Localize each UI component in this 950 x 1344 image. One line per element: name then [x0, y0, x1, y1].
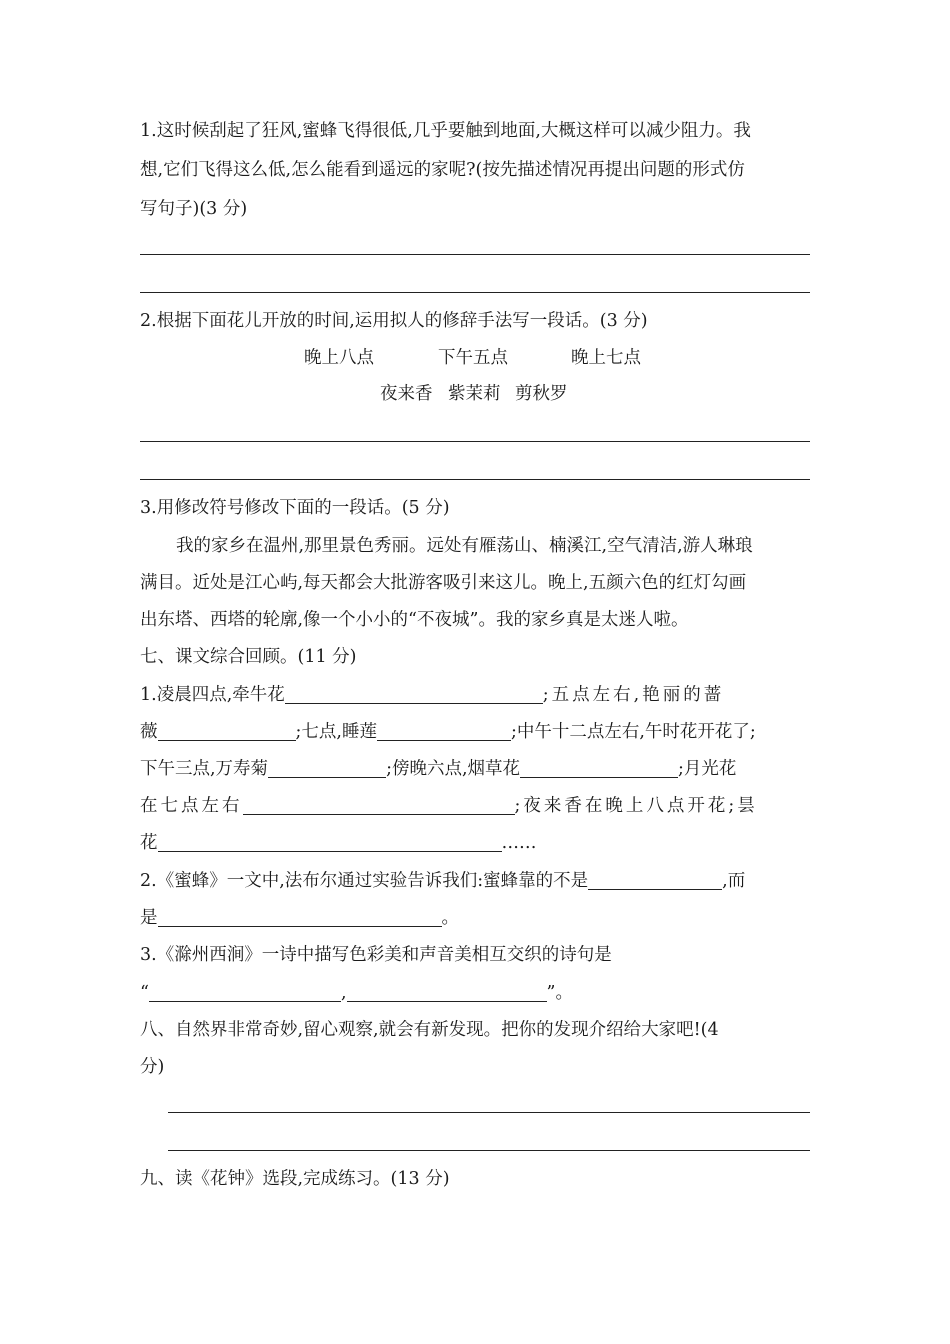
q6-3-paragraph-line3: 出东塔、西塔的轮廓,像一个小小的“不夜城”。我的家乡真是太迷人啦。 — [140, 610, 689, 630]
q6-1-line1: 1.这时候刮起了狂风,蜜蜂飞得很低,几乎要触到地面,大概这样可以减少阻力。我 — [140, 121, 751, 141]
q6-1-line3: 写句子)(3 分) — [140, 199, 248, 219]
s7-q1-text: ;五点左右,艳丽的蔷 — [542, 685, 725, 705]
answer-line[interactable] — [140, 254, 810, 255]
s7-q1-text: 1.凌晨四点,牵牛花 — [140, 685, 285, 705]
fill-blank[interactable] — [158, 833, 502, 852]
fill-blank[interactable] — [347, 983, 547, 1002]
fill-blank[interactable] — [520, 759, 678, 778]
flower-time: 下午五点 — [438, 348, 508, 368]
s7-q1-text: ;傍晚六点,烟草花 — [386, 759, 521, 779]
answer-line[interactable] — [168, 1112, 810, 1113]
fill-blank[interactable] — [268, 759, 386, 778]
fill-blank[interactable] — [588, 871, 722, 890]
s7-q2-line2 — [140, 906, 810, 930]
s7-q3-line2 — [140, 981, 810, 1005]
s7-q3-text: “ — [140, 983, 149, 1003]
s7-q1-line2 — [140, 720, 810, 744]
q6-3-paragraph-line2: 满目。近处是江心屿,每天都会大批游客吸引来这儿。晚上,五颜六色的红灯勾画 — [140, 573, 747, 593]
q6-2-prompt: 2.根据下面花儿开放的时间,运用拟人的修辞手法写一段话。(3 分) — [140, 311, 648, 331]
flower-name: 夜来香 — [380, 384, 433, 404]
s7-q1-line3 — [140, 757, 810, 781]
s7-q1-text: 花 — [140, 833, 158, 853]
q6-3-prompt: 3.用修改符号修改下面的一段话。(5 分) — [140, 498, 450, 518]
fill-blank[interactable] — [377, 722, 511, 741]
section-8-line2: 分) — [140, 1057, 165, 1077]
section-9-heading: 九、读《花钟》选段,完成练习。(13 分) — [140, 1169, 450, 1189]
s7-q1-line4 — [140, 794, 810, 818]
s7-q3-text: , — [340, 983, 347, 1003]
fill-blank[interactable] — [158, 722, 296, 741]
flower-name: 剪秋罗 — [515, 384, 568, 404]
s7-q3-text: ”。 — [546, 983, 573, 1003]
q6-1-line2: 想,它们飞得这么低,怎么能看到遥远的家呢?(按先描述情况再提出问题的形式仿 — [140, 160, 745, 180]
section-7-heading: 七、课文综合回顾。(11 分) — [140, 647, 357, 667]
answer-line[interactable] — [140, 479, 810, 480]
s7-q2-text: 是 — [140, 908, 158, 928]
s7-q1-text: 在七点左右 — [140, 796, 243, 816]
s7-q2-text: 2.《蜜蜂》一文中,法布尔通过实验告诉我们:蜜蜂靠的不是 — [140, 871, 589, 891]
section-8-line1: 八、自然界非常奇妙,留心观察,就会有新发现。把你的发现介绍给大家吧!(4 — [140, 1020, 719, 1040]
s7-q1-line5 — [140, 831, 810, 855]
s7-q1-text: ;七点,睡莲 — [295, 722, 377, 742]
s7-q1-text: ;夜来香在晚上八点开花;昙 — [514, 796, 758, 816]
s7-q1-text: ;中午十二点左右,午时花开花了; — [510, 722, 756, 742]
s7-q1-text: 薇 — [140, 722, 158, 742]
s7-q3-line1: 3.《滁州西涧》一诗中描写色彩美和声音美相互交织的诗句是 — [140, 945, 612, 965]
s7-q2-line1 — [140, 869, 810, 893]
fill-blank[interactable] — [158, 908, 442, 927]
answer-line[interactable] — [168, 1150, 810, 1151]
fill-blank[interactable] — [285, 685, 543, 704]
s7-q2-text: ,而 — [722, 871, 746, 891]
fill-blank[interactable] — [243, 796, 515, 815]
flower-name: 紫茉莉 — [448, 384, 501, 404]
flower-time: 晚上八点 — [304, 348, 374, 368]
s7-q2-text: 。 — [441, 908, 459, 928]
s7-q1-text: …… — [501, 833, 537, 853]
answer-line[interactable] — [140, 441, 810, 442]
s7-q1-text: 下午三点,万寿菊 — [140, 759, 269, 779]
answer-line[interactable] — [140, 292, 810, 293]
q6-3-paragraph-line1: 我的家乡在温州,那里景色秀丽。远处有雁荡山、楠溪江,空气清洁,游人琳琅 — [176, 536, 753, 556]
s7-q1-line1 — [140, 683, 810, 707]
fill-blank[interactable] — [149, 983, 341, 1002]
flower-time: 晚上七点 — [571, 348, 641, 368]
s7-q1-text: ;月光花 — [678, 759, 737, 779]
